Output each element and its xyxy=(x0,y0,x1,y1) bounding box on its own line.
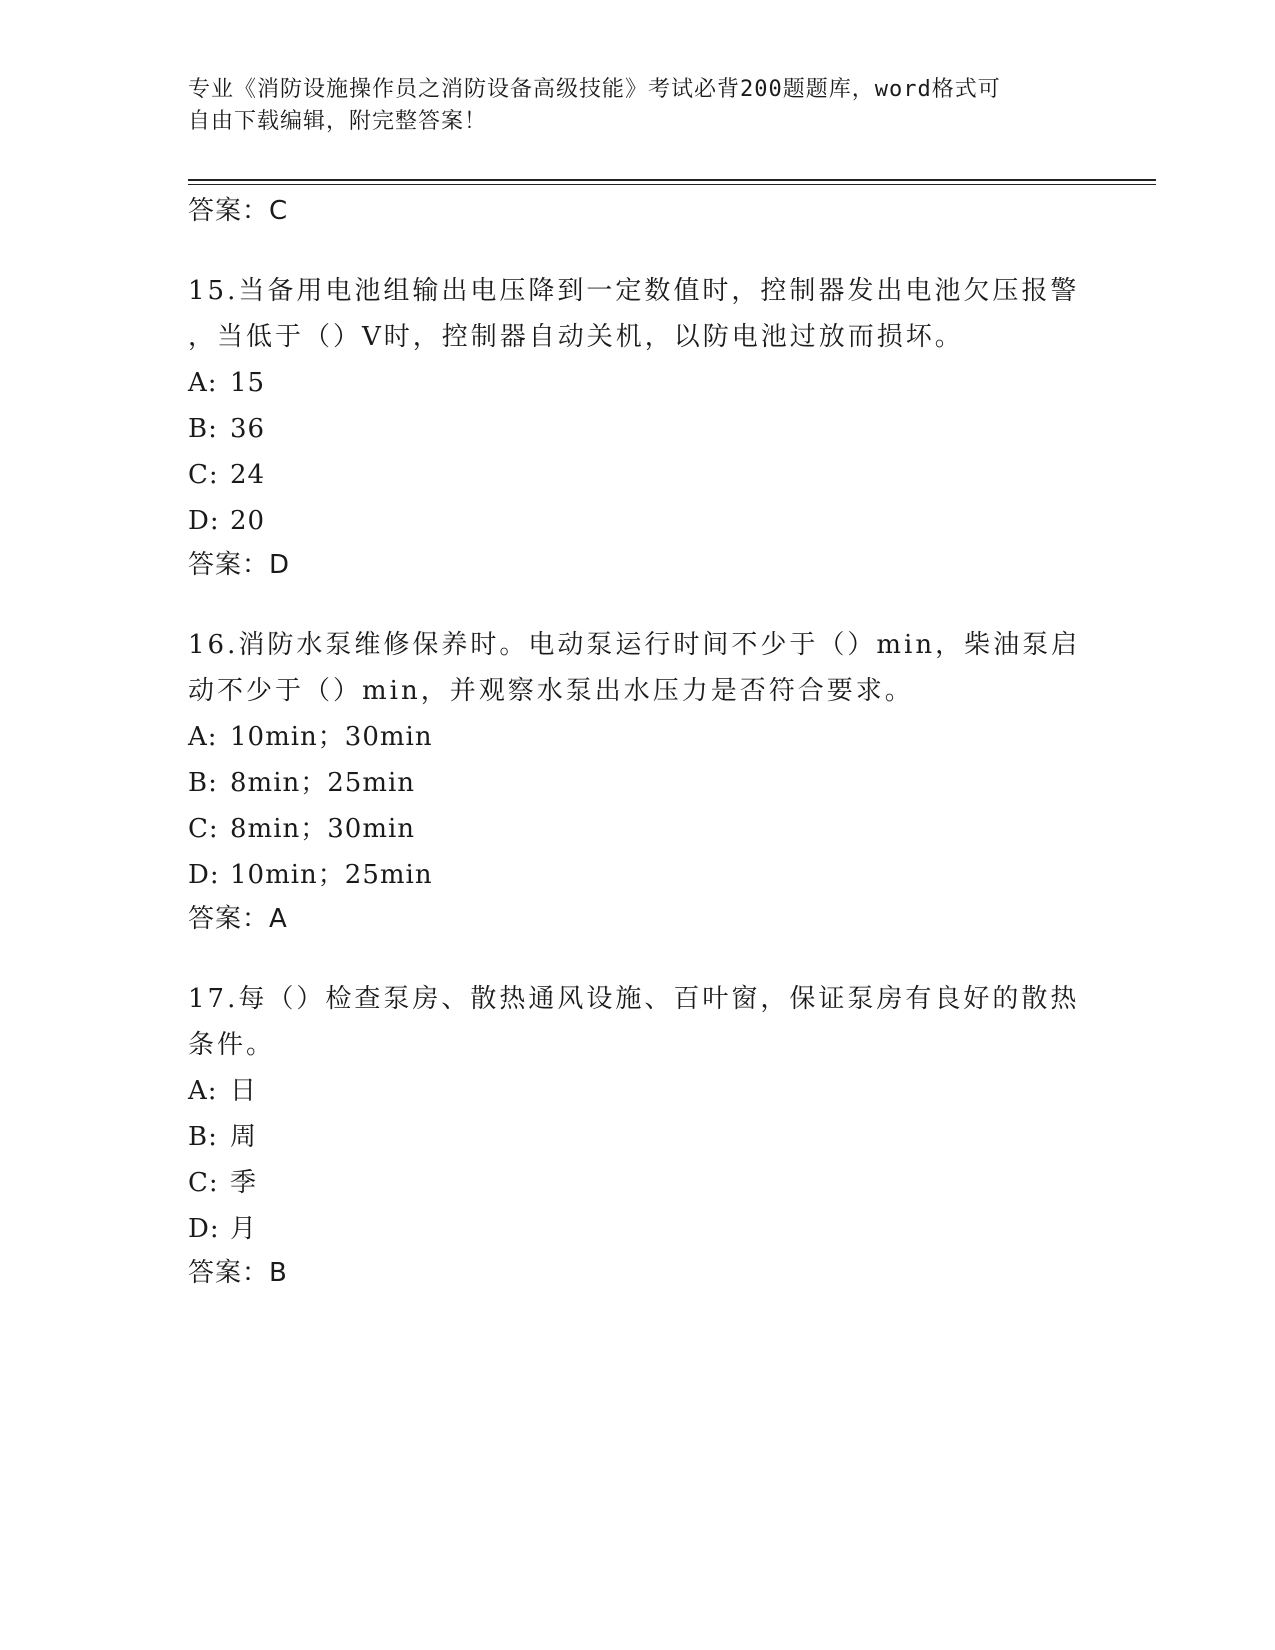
question-stem-line: 16.消防水泵维修保养时。电动泵运行时间不少于（）min，柴油泵启 xyxy=(188,630,1081,660)
option-b xyxy=(188,406,1088,452)
option-letter: D: xyxy=(188,860,220,890)
question-stem-line: 17.每（）检查泵房、散热通风设施、百叶窗，保证泵房有良好的散热 xyxy=(188,984,1080,1014)
option-text: 10min；30min xyxy=(230,722,433,752)
question-15 xyxy=(188,268,1088,584)
question-stem xyxy=(188,268,1088,360)
option-c xyxy=(188,452,1088,498)
question-answer: 答案：B xyxy=(188,1258,288,1288)
header-divider-thick xyxy=(188,179,1156,181)
option-text: 10min；25min xyxy=(230,860,433,890)
question-list xyxy=(188,192,1088,1292)
option-d xyxy=(188,852,1088,898)
option-letter: A: xyxy=(188,368,218,398)
header-divider-thin xyxy=(188,184,1156,185)
question-stem-line: 15.当备用电池组输出电压降到一定数值时，控制器发出电池欠压报警 xyxy=(188,276,1080,306)
option-text: 8min；25min xyxy=(230,768,416,798)
option-d xyxy=(188,1206,1088,1252)
option-a xyxy=(188,714,1088,760)
option-letter: D: xyxy=(188,506,220,536)
question-stem xyxy=(188,976,1088,1068)
header-title-line-2: 自由下载编辑，附完整答案！ xyxy=(188,109,488,134)
option-letter: C: xyxy=(188,814,219,844)
option-letter: B: xyxy=(188,414,218,444)
option-letter: C: xyxy=(188,1168,219,1198)
option-letter: B: xyxy=(188,1122,218,1152)
option-letter: C: xyxy=(188,460,219,490)
question-16 xyxy=(188,622,1088,938)
question-answer: 答案：D xyxy=(188,550,291,580)
question-stem xyxy=(188,622,1088,714)
option-b xyxy=(188,1114,1088,1160)
option-text: 日 xyxy=(230,1076,258,1106)
option-c xyxy=(188,1160,1088,1206)
option-text: 8min；30min xyxy=(230,814,416,844)
option-text: 20 xyxy=(230,506,266,536)
option-d xyxy=(188,498,1088,544)
option-a xyxy=(188,360,1088,406)
header-title-line-1: 专业《消防设施操作员之消防设备高级技能》考试必背200题题库，word格式可 xyxy=(188,77,1001,102)
question-answer: 答案：A xyxy=(188,904,288,934)
document-header xyxy=(188,74,1088,138)
option-text: 24 xyxy=(230,460,266,490)
option-letter: D: xyxy=(188,1214,220,1244)
option-text: 周 xyxy=(230,1122,258,1152)
option-letter: A: xyxy=(188,1076,218,1106)
option-text: 季 xyxy=(230,1168,258,1198)
option-text: 36 xyxy=(230,414,266,444)
question-17 xyxy=(188,976,1088,1292)
option-text: 15 xyxy=(230,368,266,398)
option-c xyxy=(188,806,1088,852)
question-stem-line: ，当低于（）V时，控制器自动关机，以防电池过放而损坏。 xyxy=(188,322,964,352)
question-stem-line: 动不少于（）min，并观察水泵出水压力是否符合要求。 xyxy=(188,676,914,706)
option-letter: B: xyxy=(188,768,218,798)
question-stem-line: 条件。 xyxy=(188,1030,276,1060)
option-b xyxy=(188,760,1088,806)
option-letter: A: xyxy=(188,722,218,752)
option-a xyxy=(188,1068,1088,1114)
option-text: 月 xyxy=(230,1214,258,1244)
previous-question-answer: 答案：C xyxy=(188,196,289,226)
